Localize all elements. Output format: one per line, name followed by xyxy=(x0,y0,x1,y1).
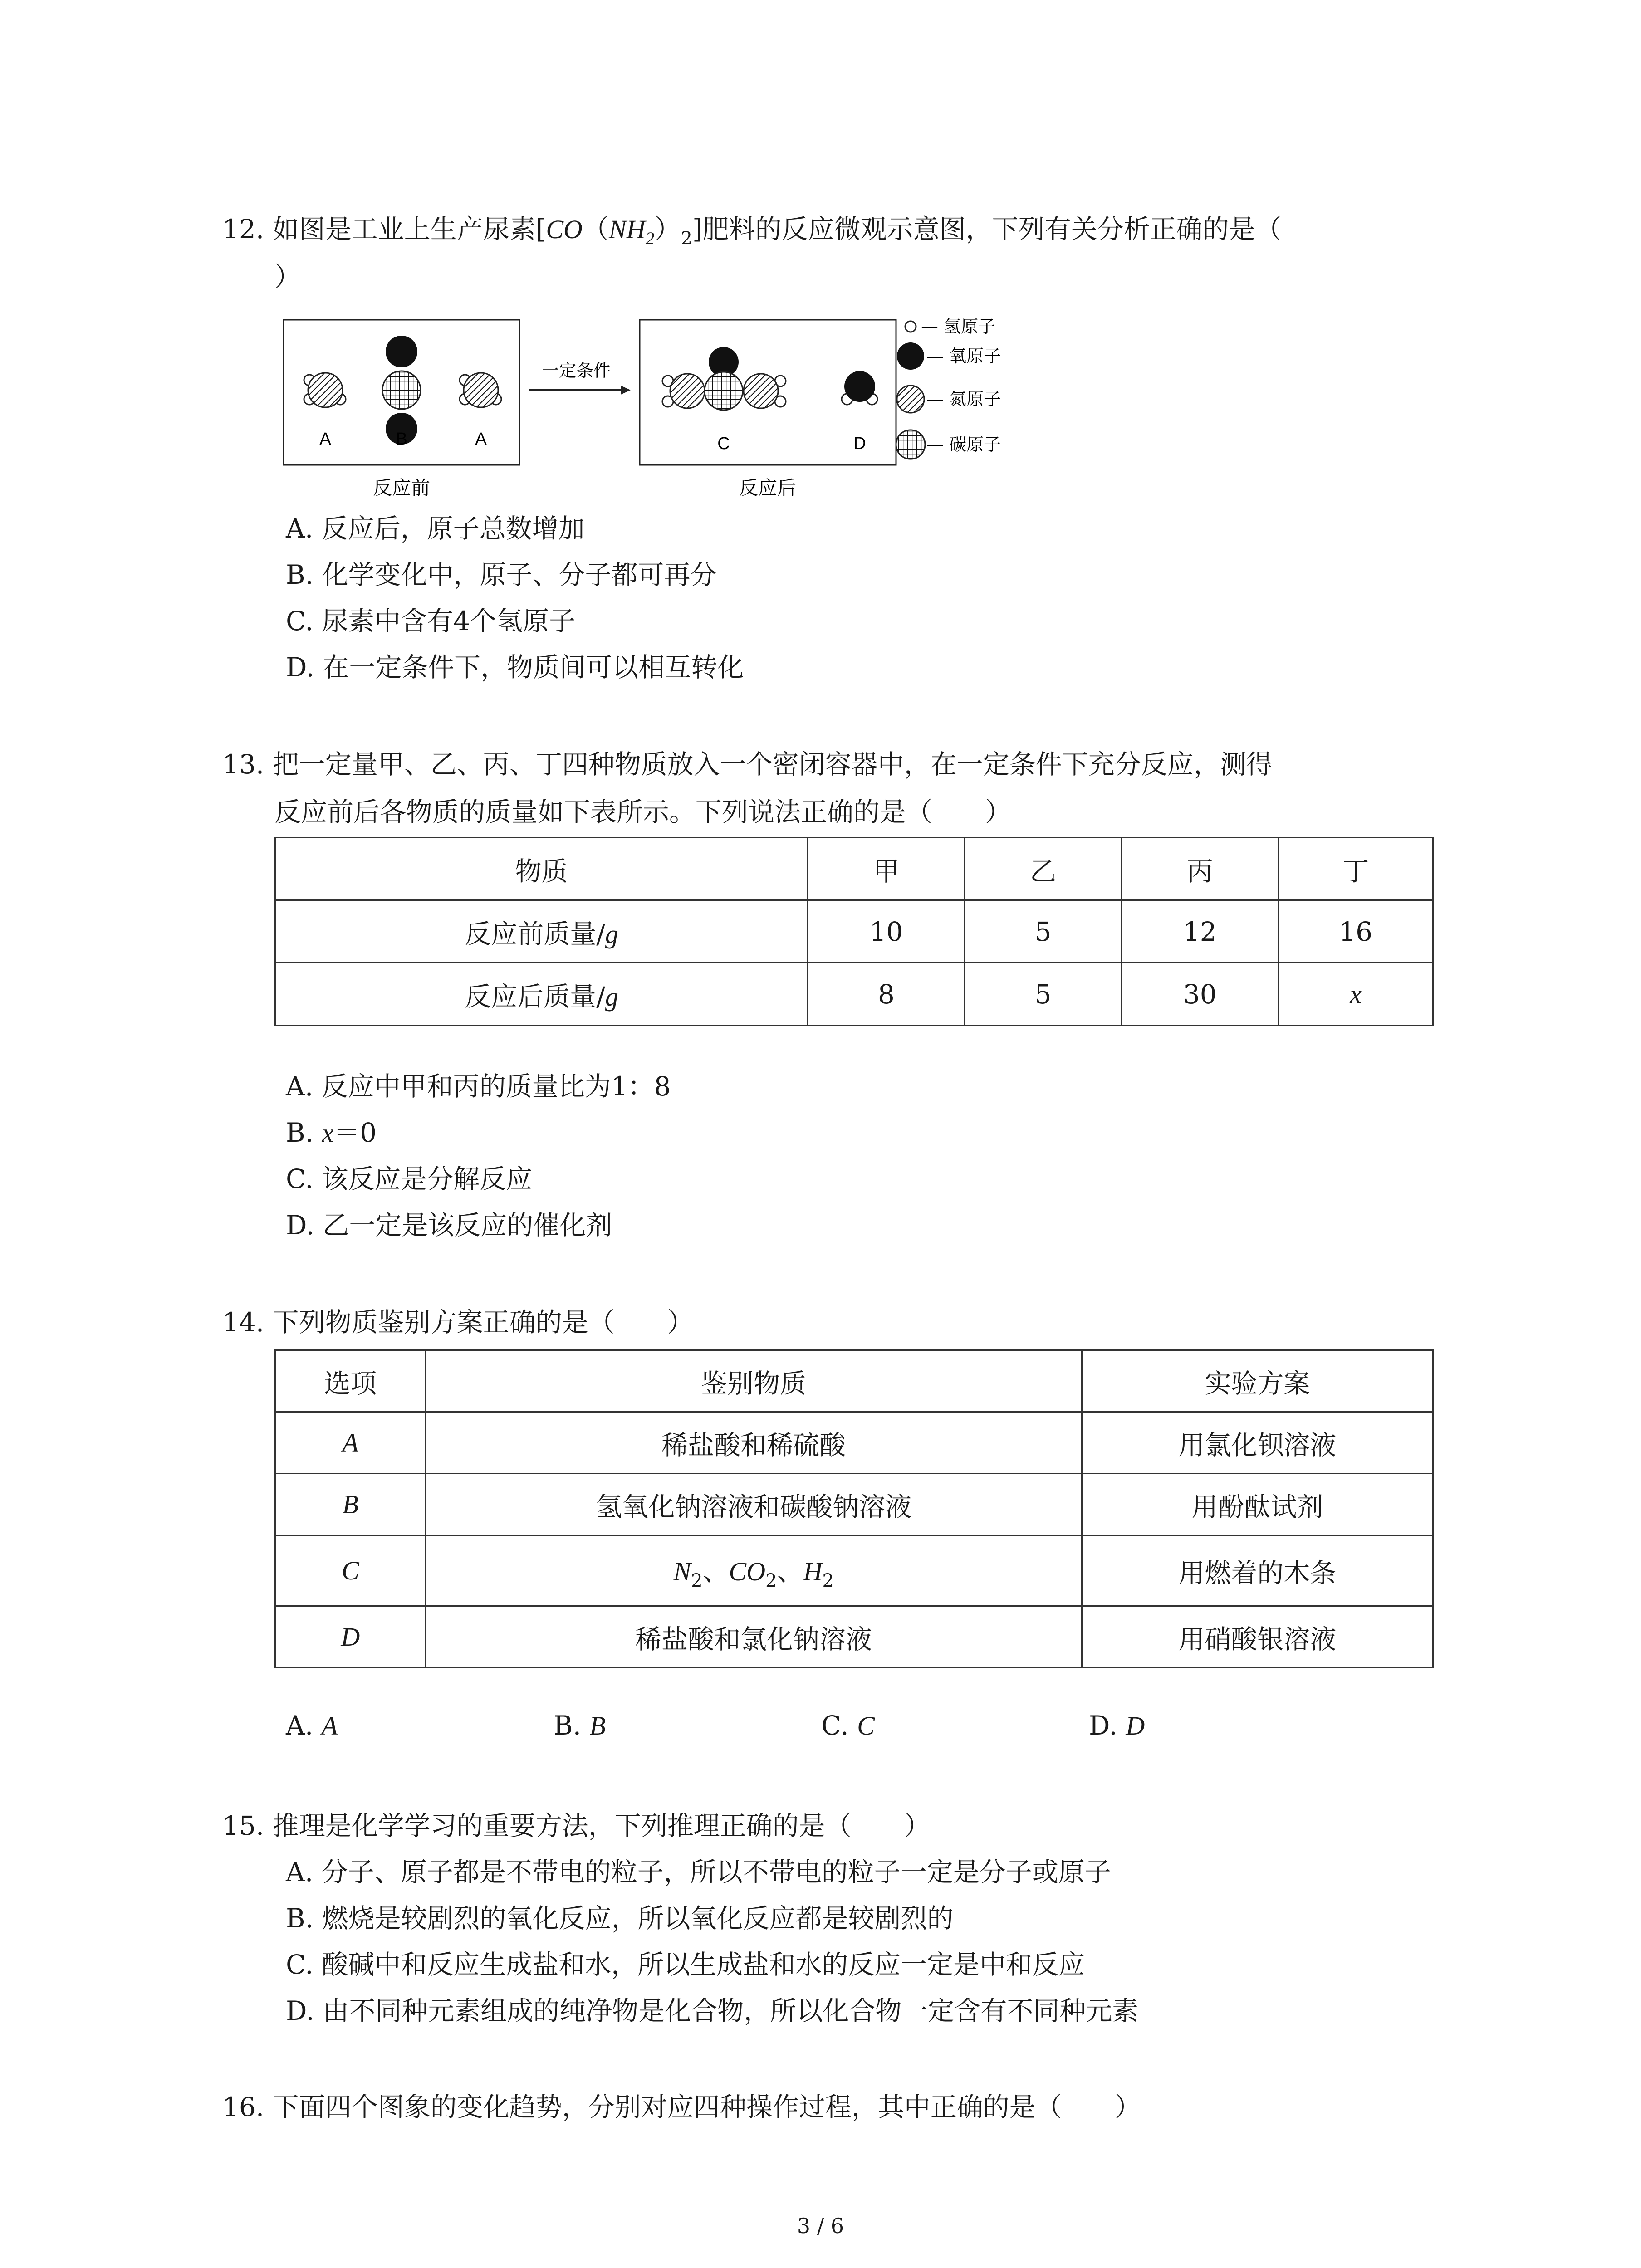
option-label: D. xyxy=(1089,1710,1126,1741)
formula-co: CO xyxy=(546,215,583,244)
q13-option-b-label: B. xyxy=(286,1117,322,1148)
molecule-b xyxy=(382,336,421,445)
label-d: D xyxy=(853,434,866,453)
unit-g: g xyxy=(605,982,618,1012)
q16-stem-text: 下面四个图象的变化趋势，分别对应四种操作过程，其中正确的是（ ） xyxy=(272,2092,1141,2122)
q13-option-a: A. 反应中甲和丙的质量比为1：8 xyxy=(286,1071,671,1102)
q13-option-c: C. 该反应是分解反应 xyxy=(286,1163,533,1194)
legend-hydrogen-icon xyxy=(905,321,916,332)
legend-nitrogen-icon xyxy=(897,386,924,413)
q13-header-bing: 丙 xyxy=(1122,838,1279,900)
table-cell: C xyxy=(275,1535,426,1606)
formula-part: 、 xyxy=(702,1556,729,1587)
q13-header-ding: 丁 xyxy=(1279,838,1433,900)
q13-row1-label-text: 反应前质量/ xyxy=(465,918,605,949)
q12-stem-line1 xyxy=(222,213,1282,254)
q13-option-b xyxy=(286,1117,377,1149)
q13-row2-label-text: 反应后质量/ xyxy=(465,981,605,1012)
table-cell: 12 xyxy=(1122,900,1279,963)
option-value: A xyxy=(321,1711,338,1740)
q16-stem xyxy=(222,2091,1141,2123)
q14-option-c xyxy=(821,1710,875,1741)
q13-header-jia: 甲 xyxy=(808,838,965,900)
q14-stem-text: 下列物质鉴别方案正确的是（ ） xyxy=(272,1307,694,1338)
q14-number: 14. xyxy=(222,1307,265,1338)
q14-header-method: 实验方案 xyxy=(1082,1350,1433,1412)
q14-option-d xyxy=(1089,1710,1145,1741)
reaction-condition: 一定条件 xyxy=(541,361,611,381)
q16-number: 16. xyxy=(222,2092,265,2122)
legend-oxygen-icon xyxy=(897,342,924,370)
option-value: D xyxy=(1126,1711,1145,1740)
table-cell: 16 xyxy=(1279,900,1433,963)
option-value: B xyxy=(589,1711,606,1740)
table-cell: B xyxy=(275,1474,426,1535)
table-cell: 用燃着的木条 xyxy=(1082,1535,1433,1606)
q14-row-c-substances xyxy=(426,1535,1082,1606)
table-cell: D xyxy=(275,1606,426,1668)
subscript: 2 xyxy=(691,1570,703,1591)
q15-option-b: B. 燃烧是较剧烈的氧化反应，所以氧化反应都是较剧烈的 xyxy=(286,1903,954,1934)
subscript: 2 xyxy=(765,1570,777,1591)
option-label: A. xyxy=(286,1710,322,1741)
label-b: B xyxy=(396,430,407,449)
table-cell: 用硝酸银溶液 xyxy=(1082,1606,1433,1668)
table-cell: 5 xyxy=(965,900,1122,963)
table-cell: 5 xyxy=(965,963,1122,1026)
arrow-head xyxy=(621,386,631,395)
label-a-right: A xyxy=(475,430,487,449)
q12-stem-line2: ） xyxy=(274,261,301,292)
q15-stem-text: 推理是化学学习的重要方法，下列推理正确的是（ ） xyxy=(272,1810,931,1841)
q14-table xyxy=(274,1349,1434,1668)
q15-stem xyxy=(222,1810,931,1842)
page-number: 3 / 6 xyxy=(797,2214,844,2238)
table-cell: A xyxy=(275,1412,426,1474)
legend-hydrogen: — 氢原子 xyxy=(921,317,996,337)
q13-option-d: D. 乙一定是该反应的催化剂 xyxy=(286,1210,612,1241)
q15-option-d: D. 由不同种元素组成的纯净物是化合物，所以化合物一定含有不同种元素 xyxy=(286,1995,1139,2026)
q14-header-option: 选项 xyxy=(275,1350,426,1412)
table-cell-x: x xyxy=(1279,963,1433,1026)
table-cell: 用酚酞试剂 xyxy=(1082,1474,1433,1535)
q12-option-d: D. 在一定条件下，物质间可以相互转化 xyxy=(286,652,744,683)
q12-number: 12. xyxy=(222,214,265,244)
reaction-diagram xyxy=(281,313,1016,508)
q14-stem xyxy=(222,1306,694,1338)
label-c: C xyxy=(717,434,730,453)
variable-x: x xyxy=(322,1118,334,1148)
legend-carbon-icon xyxy=(896,430,925,459)
q15-number: 15. xyxy=(222,1810,265,1841)
q14-option-a xyxy=(286,1710,338,1741)
q13-table xyxy=(274,837,1434,1026)
formula-part: N xyxy=(673,1557,691,1586)
q13-header-yi: 乙 xyxy=(965,838,1122,900)
q13-stem-line2: 反应前后各物质的质量如下表所示。下列说法正确的是（ ） xyxy=(274,797,1012,827)
q14-header-substances: 鉴别物质 xyxy=(426,1350,1082,1412)
table-cell: 稀盐酸和氯化钠溶液 xyxy=(426,1606,1082,1668)
option-value: C xyxy=(857,1711,875,1740)
label-a-left: A xyxy=(319,430,331,449)
table-cell: 10 xyxy=(808,900,965,963)
q12-option-b: B. 化学变化中，原子、分子都可再分 xyxy=(286,559,717,590)
q12-option-a: A. 反应后，原子总数增加 xyxy=(286,513,585,544)
legend-carbon: — 碳原子 xyxy=(926,435,1001,455)
q12-stem-part: ]肥料的反应微观示意图，下列有关分析正确的是（ xyxy=(692,214,1282,244)
q15-option-a: A. 分子、原子都是不带电的粒子，所以不带电的粒子一定是分子或原子 xyxy=(286,1857,1111,1887)
formula-part: CO xyxy=(729,1557,766,1586)
formula-part: H xyxy=(803,1557,823,1586)
table-cell: 8 xyxy=(808,963,965,1026)
q13-number: 13. xyxy=(222,749,265,780)
option-label: B. xyxy=(554,1710,590,1741)
subscript: 2 xyxy=(645,228,655,249)
q13-stem-part: 把一定量甲、乙、丙、丁四种物质放入一个密闭容器中，在一定条件下充分反应，测得 xyxy=(272,749,1273,780)
unit-g: g xyxy=(605,919,618,949)
q12-stem-part: ） xyxy=(654,214,681,244)
table-cell: 30 xyxy=(1122,963,1279,1026)
q12-stem-part: （ xyxy=(582,214,609,244)
q12-option-c: C. 尿素中含有4个氢原子 xyxy=(286,606,576,636)
q13-header-substance: 物质 xyxy=(275,838,808,900)
q13-stem-line1 xyxy=(222,748,1273,780)
formula-part: 、 xyxy=(777,1556,803,1587)
table-cell: 氢氧化钠溶液和碳酸钠溶液 xyxy=(426,1474,1082,1535)
q15-option-c: C. 酸碱中和反应生成盐和水，所以生成盐和水的反应一定是中和反应 xyxy=(286,1949,1085,1980)
label-after: 反应后 xyxy=(739,477,797,499)
subscript: 2 xyxy=(681,228,692,249)
q14-option-b xyxy=(554,1710,606,1741)
subscript: 2 xyxy=(822,1570,834,1591)
legend-nitrogen: — 氮原子 xyxy=(926,389,1001,409)
q12-stem-part: 如图是工业上生产尿素[ xyxy=(272,214,546,244)
formula-nh: NH xyxy=(608,215,646,244)
q13-row2-label xyxy=(275,963,808,1026)
table-cell: 稀盐酸和稀硫酸 xyxy=(426,1412,1082,1474)
legend-oxygen: — 氧原子 xyxy=(926,346,1001,366)
q13-row1-label xyxy=(275,900,808,963)
option-label: C. xyxy=(821,1710,857,1741)
table-cell: 用氯化钡溶液 xyxy=(1082,1412,1433,1474)
label-before: 反应前 xyxy=(372,477,431,499)
q13-option-b-rest: ＝0 xyxy=(333,1117,377,1148)
